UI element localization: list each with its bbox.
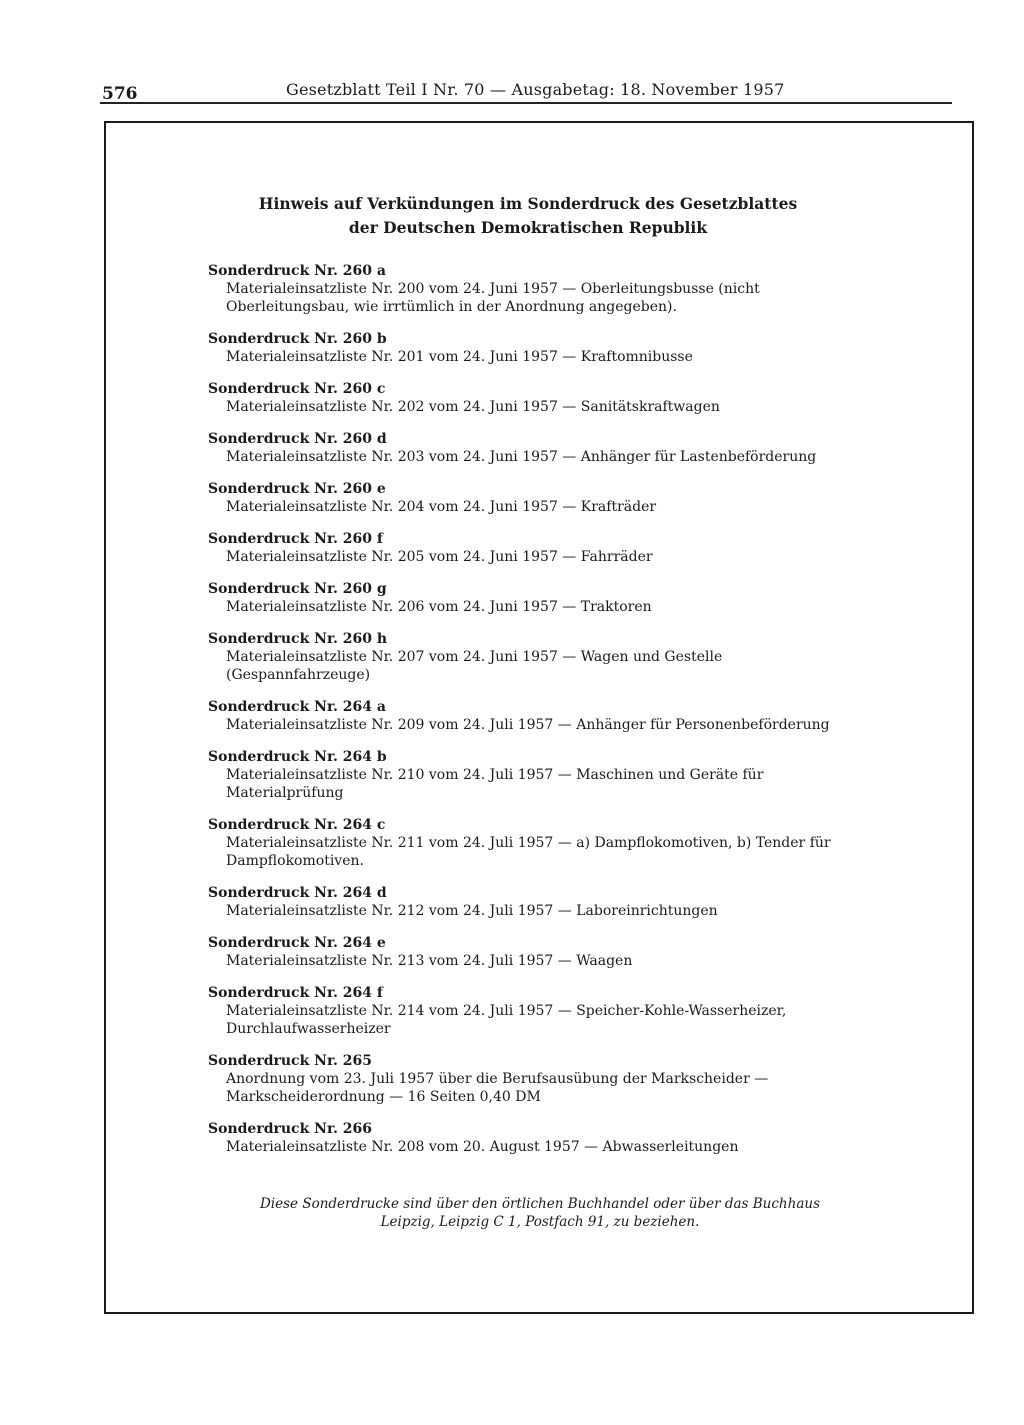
page-number: 576: [102, 84, 138, 104]
list-item: [208, 698, 860, 734]
entry-text: Materialeinsatzliste Nr. 204 vom 24. Juni 1957 — Krafträder: [226, 499, 657, 515]
entry-text: Materialeinsatzliste Nr. 203 vom 24. Juni 1957 — Anhänger für Lastenbeförderung: [226, 449, 817, 465]
ordering-note-line-1: Diese Sonderdrucke sind über den örtlichen Buchhandel oder über das Buchhaus: [259, 1196, 820, 1212]
entry-heading: Sonderdruck Nr. 260 e: [208, 481, 386, 497]
entry-text: Materialeinsatzliste Nr. 212 vom 24. Juli 1957 — Laboreinrichtungen: [226, 903, 718, 919]
entry-heading: Sonderdruck Nr. 260 b: [208, 331, 387, 347]
entry-text: Materialeinsatzliste Nr. 201 vom 24. Juni 1957 — Kraftomnibusse: [226, 349, 693, 365]
entry-heading: Sonderdruck Nr. 264 a: [208, 699, 386, 715]
list-item: [208, 330, 860, 366]
list-item: [208, 630, 860, 684]
entry-heading: Sonderdruck Nr. 260 c: [208, 381, 386, 397]
entry-text: Materialeinsatzliste Nr. 213 vom 24. Juli 1957 — Waagen: [226, 953, 633, 969]
entry-heading: Sonderdruck Nr. 264 b: [208, 749, 387, 765]
notice-title: [190, 192, 866, 240]
list-item: [208, 1052, 860, 1106]
entry-text: Materialeinsatzliste Nr. 202 vom 24. Juni 1957 — Sanitätskraftwagen: [226, 399, 720, 415]
entry-text: Materialeinsatzliste Nr. 208 vom 20. August 1957 — Abwasserleitungen: [226, 1139, 739, 1155]
entry-text: Materialeinsatzliste Nr. 214 vom 24. Juli 1957 — Speicher-Kohle-Wasserheizer, Durchlaufwasserheizer: [226, 1003, 787, 1037]
list-item: [208, 430, 860, 466]
entry-heading: Sonderdruck Nr. 260 a: [208, 263, 386, 279]
list-item: [208, 580, 860, 616]
running-header: Gesetzblatt Teil I Nr. 70 — Ausgabetag: 18. November 1957: [286, 80, 785, 99]
entry-text: Materialeinsatzliste Nr. 200 vom 24. Juni 1957 — Oberleitungsbusse (nicht Oberleitungsbau, wie irrtümlich in der Anordnung angegeben).: [226, 281, 760, 315]
entry-heading: Sonderdruck Nr. 264 f: [208, 985, 383, 1001]
entry-text: Materialeinsatzliste Nr. 210 vom 24. Juli 1957 — Maschinen und Geräte für Materialprüfung: [226, 767, 764, 801]
entry-text: Anordnung vom 23. Juli 1957 über die Berufsausübung der Markscheider — Markscheiderordnung — 16 Seiten 0,40 DM: [226, 1071, 769, 1105]
ordering-note-line-2: Leipzig, Leipzig C 1, Postfach 91, zu beziehen.: [380, 1214, 700, 1230]
list-item: [208, 984, 860, 1038]
list-item: [208, 934, 860, 970]
list-item: [208, 480, 860, 516]
list-item: [208, 748, 860, 802]
entry-text: Materialeinsatzliste Nr. 206 vom 24. Juni 1957 — Traktoren: [226, 599, 652, 615]
entry-text: Materialeinsatzliste Nr. 205 vom 24. Juni 1957 — Fahrräder: [226, 549, 653, 565]
entry-heading: Sonderdruck Nr. 260 f: [208, 531, 383, 547]
entry-heading: Sonderdruck Nr. 264 d: [208, 885, 387, 901]
entry-heading: Sonderdruck Nr. 264 e: [208, 935, 386, 951]
entry-text: Materialeinsatzliste Nr. 207 vom 24. Juni 1957 — Wagen und Gestelle (Gespannfahrzeuge): [226, 649, 723, 683]
entry-text: Materialeinsatzliste Nr. 209 vom 24. Juli 1957 — Anhänger für Personenbeförderung: [226, 717, 830, 733]
entry-heading: Sonderdruck Nr. 260 h: [208, 631, 388, 647]
list-item: [208, 1120, 860, 1156]
notice-title-line-1: Hinweis auf Verkündungen im Sonderdruck des Gesetzblattes: [258, 194, 798, 213]
list-item: [208, 530, 860, 566]
list-item: [208, 262, 860, 316]
entry-heading: Sonderdruck Nr. 265: [208, 1053, 373, 1069]
list-item: [208, 884, 860, 920]
entry-heading: Sonderdruck Nr. 260 d: [208, 431, 387, 447]
special-print-list: [208, 262, 860, 1170]
entry-heading: Sonderdruck Nr. 266: [208, 1121, 373, 1137]
entry-heading: Sonderdruck Nr. 264 c: [208, 817, 386, 833]
ordering-note: [220, 1195, 860, 1231]
notice-title-line-2: der Deutschen Demokratischen Republik: [348, 218, 708, 237]
entry-text: Materialeinsatzliste Nr. 211 vom 24. Juli 1957 — a) Dampflokomotiven, b) Tender für Dampflokomotiven.: [226, 835, 831, 869]
entry-heading: Sonderdruck Nr. 260 g: [208, 581, 387, 597]
list-item: [208, 816, 860, 870]
list-item: [208, 380, 860, 416]
header-rule: [100, 102, 952, 104]
